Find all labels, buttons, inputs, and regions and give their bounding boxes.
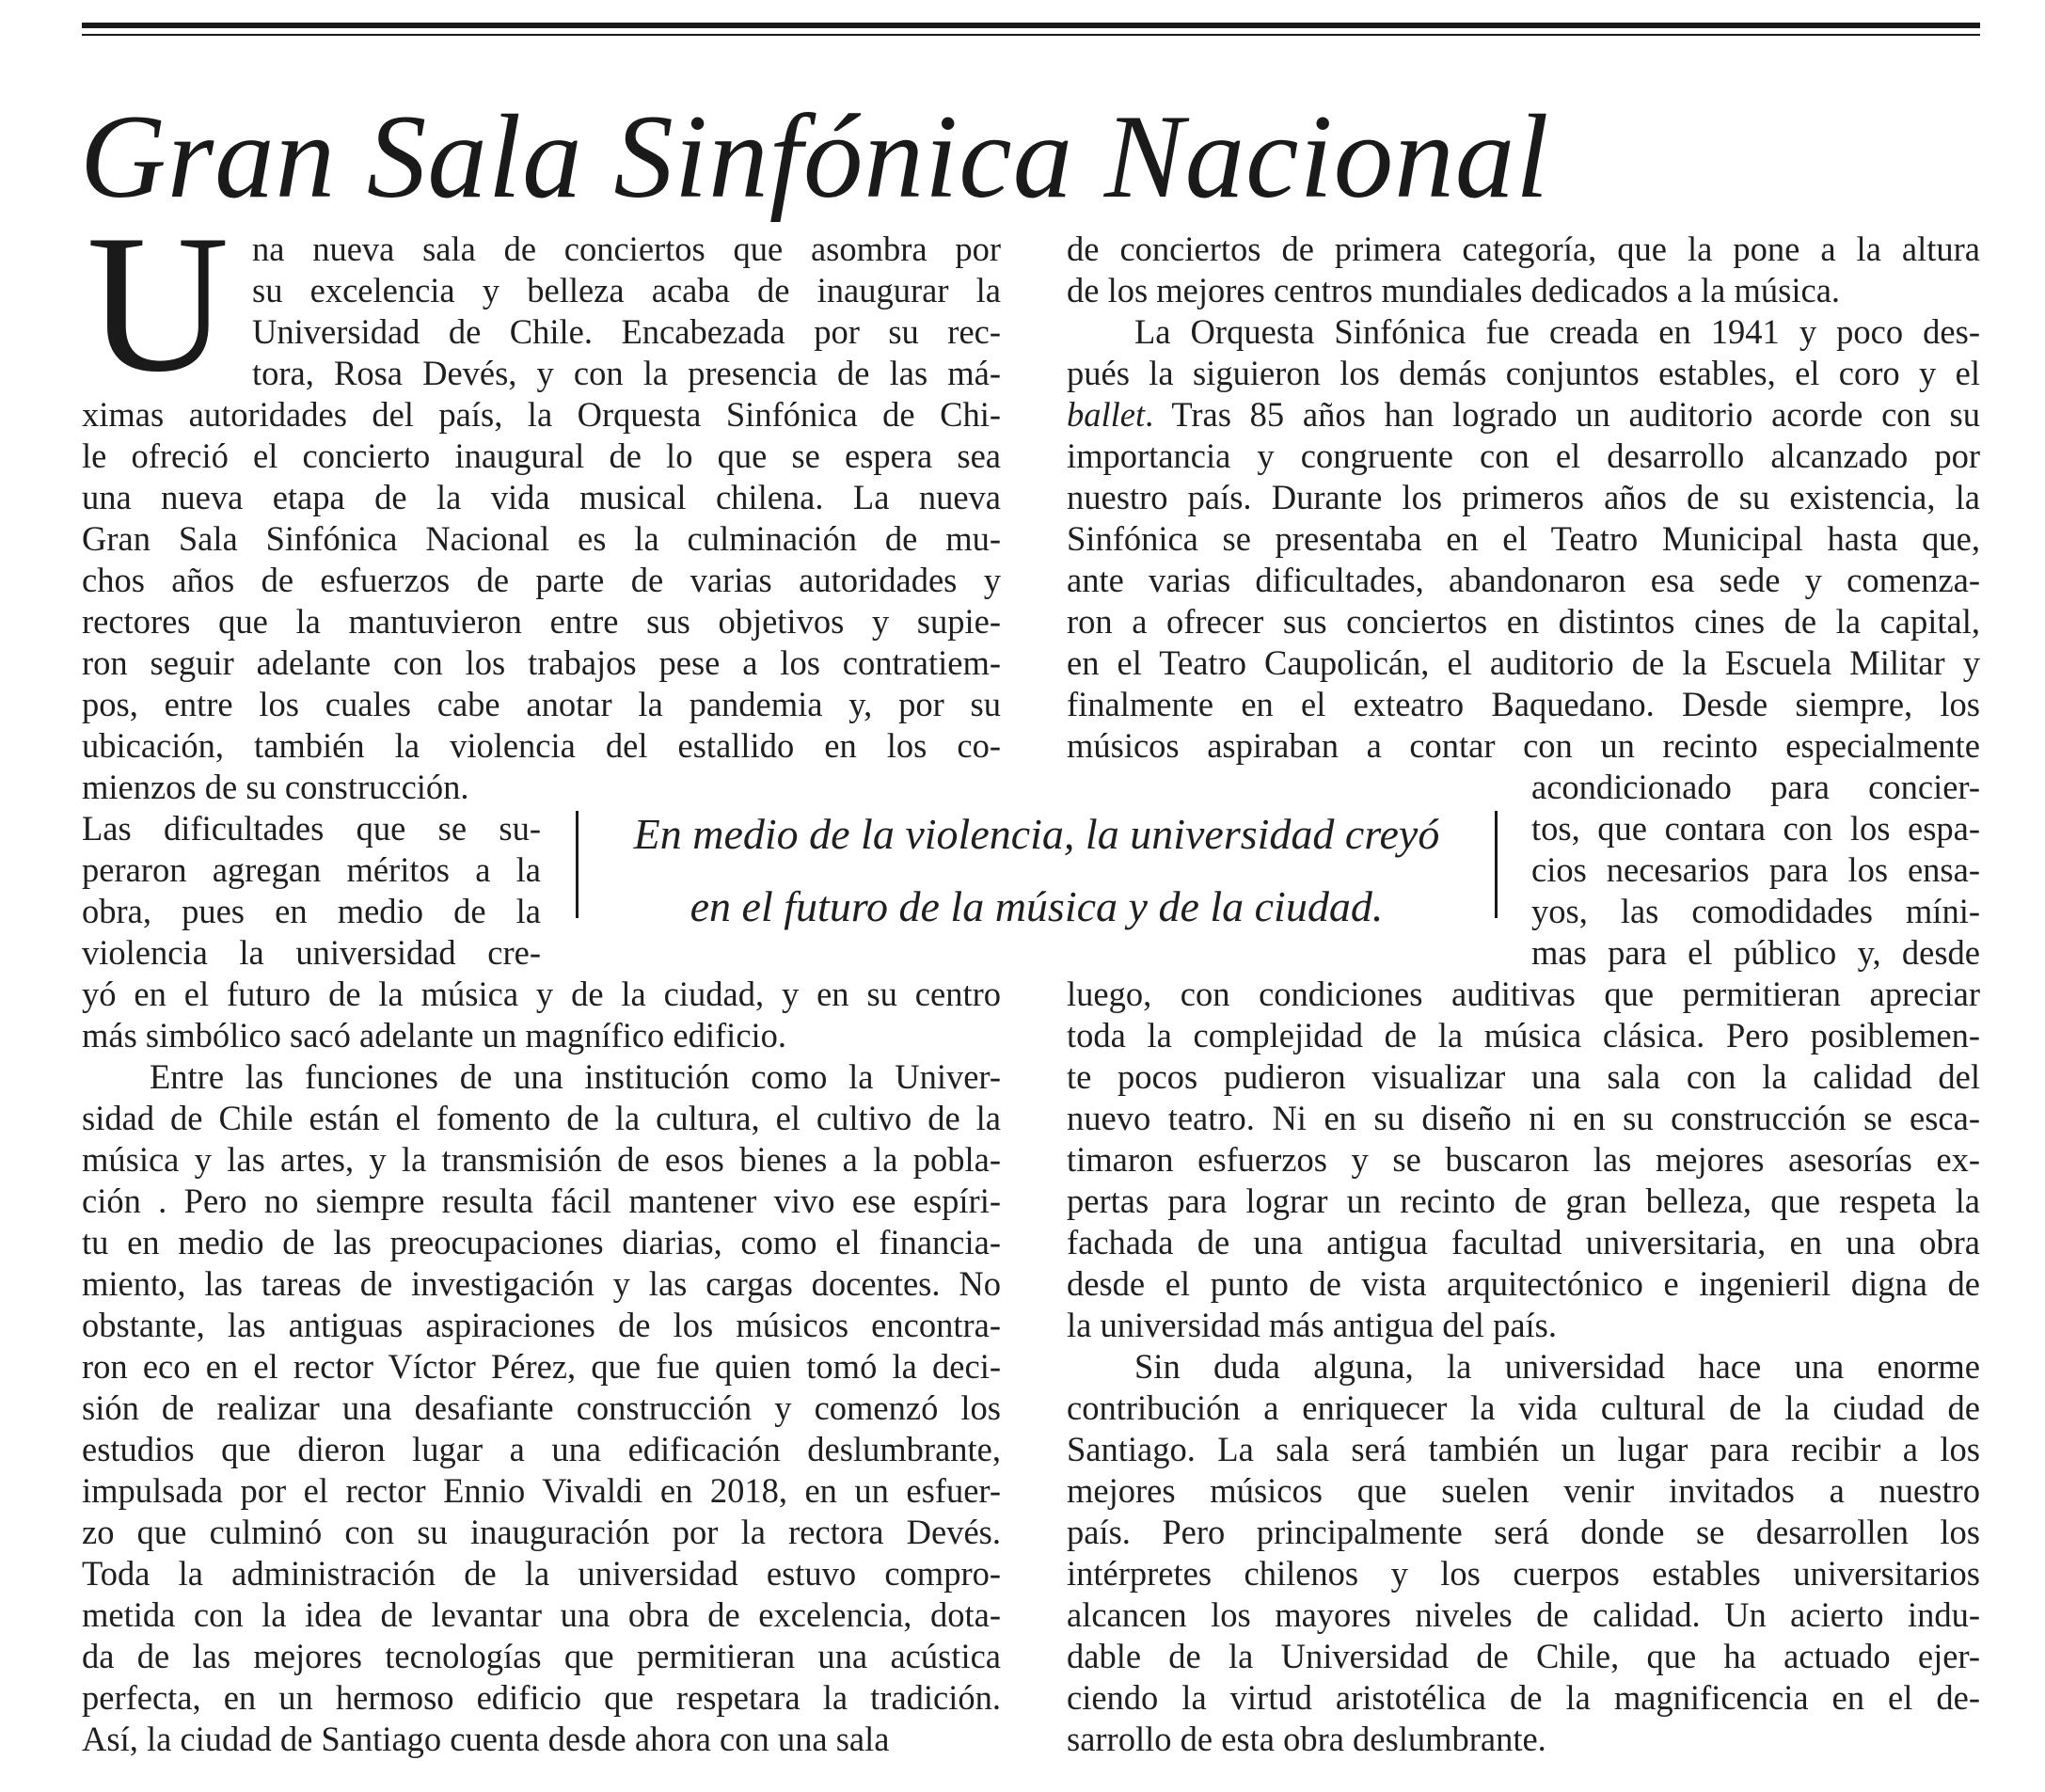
pull-quote-right-bar [1495,811,1498,918]
col1-line: metida con la idea de levantar una obra de excelencia, dota- [82,1595,1001,1634]
col1-line: le ofreció el concierto inaugural de lo que se espera sea [82,436,1001,475]
col1-line: sidad de Chile están el fomento de la cultura, el cultivo de la [82,1099,1001,1137]
col2-line: finalmente en el exteatro Baquedano. Desde siempre, los [1067,685,1980,723]
col1-line: impulsada por el rector Ennio Vivaldi en 2018, en un esfuer- [82,1471,1001,1510]
col2-line: mas para el público y, desde [1531,933,1980,972]
col2-line: dable de la Universidad de Chile, que ha actuado ejer- [1067,1637,1980,1675]
col1-line: Las dificultades que se su- [82,809,541,848]
col1-line: miento, las tareas de investigación y las cargas docentes. No [82,1264,1001,1303]
col1-line: tora, Rosa Devés, y con la presencia de las má- [252,354,1001,392]
col1-line: Universidad de Chile. Encabezada por su rec- [252,312,1001,351]
col2-line: mejores músicos que suelen venir invitados a nuestro [1067,1471,1980,1510]
col2-line: tos, que contara con los espa- [1531,809,1980,848]
col2-line: de conciertos de primera categoría, que la pone a la altura [1067,230,1980,268]
col2-line: pués la siguieron los demás conjuntos estables, el coro y el [1067,354,1980,392]
col2-line: ciendo la virtud aristotélica de la magnificencia en el de- [1067,1678,1980,1717]
col1-line: ción . Pero no siempre resulta fácil mantener vivo ese espíri- [82,1181,1001,1220]
col2-line: acondicionado para concier- [1531,768,1980,806]
col1-line: pos, entre los cuales cabe anotar la pandemia y, por su [82,685,1001,723]
col2-line: país. Pero principalmente será donde se desarrollen los [1067,1513,1980,1551]
pull-quote-line-1: En medio de la violencia, la universidad creyó [633,810,1440,858]
col2-line: alcancen los mayores niveles de calidad. Un acierto indu- [1067,1595,1980,1634]
col2-line: Sin duda alguna, la universidad hace una enorme [1134,1347,1980,1386]
top-rule-thin [82,34,1980,36]
col1-line: estudios que dieron lugar a una edificación deslumbrante, [82,1430,1001,1468]
col2-line: luego, con condiciones auditivas que permitieran apreciar [1067,975,1980,1013]
col2-line: sarrollo de esta obra deslumbrante. [1067,1720,1546,1758]
col2-line: ron a ofrecer sus conciertos en distintos cines de la capital, [1067,602,1980,641]
col1-line: ubicación, también la violencia del estallido en los co- [82,726,1001,765]
drop-cap: U [87,195,230,413]
pull-quote-line-2: en el futuro de la música y de la ciudad. [690,882,1384,930]
col1-line: yó en el futuro de la música y de la ciudad, y en su centro [82,975,1001,1013]
col1-line: perfecta, en un hermoso edificio que respetara la tradición. [82,1678,1001,1717]
col2-line: desde el punto de vista arquitectónico e ingenieril digna de [1067,1264,1980,1303]
col2-line: pertas para lograr un recinto de gran belleza, que respeta la [1067,1181,1980,1220]
col1-line: chos años de esfuerzos de parte de varias autoridades y [82,561,1001,599]
col2-line: cios necesarios para los ensa- [1531,850,1980,889]
col1-line: Toda la administración de la universidad estuvo compro- [82,1554,1001,1593]
pull-quote [576,798,1498,943]
col2-line: ballet. Tras 85 años han logrado un auditorio acorde con su [1067,395,1980,434]
col2-line: la universidad más antigua del país. [1067,1306,1557,1344]
col1-line: obstante, las antiguas aspiraciones de los músicos encontra- [82,1306,1001,1344]
col1-line: da de las mejores tecnologías que permitieran una acústica [82,1637,1001,1675]
col1-line: zo que culminó con su inauguración por la rectora Devés. [82,1513,1001,1551]
col2-line: ante varias dificultades, abandonaron esa sede y comenza- [1067,561,1980,599]
col1-line: Entre las funciones de una institución como la Univer- [150,1057,1001,1096]
col1-line: ron seguir adelante con los trabajos pese a los contratiem- [82,643,1001,682]
col2-line: fachada de una antigua facultad universitaria, en una obra [1067,1223,1980,1261]
col1-line: tu en medio de las preocupaciones diarias, como el financia- [82,1223,1001,1261]
col1-line: mienzos de su construcción. [82,768,469,806]
col2-line: yos, las comodidades míni- [1531,892,1980,930]
col2-line: Santiago. La sala será también un lugar para recibir a los [1067,1430,1980,1468]
col1-line: violencia la universidad cre- [82,933,541,972]
col1-line: na nueva sala de conciertos que asombra por [252,230,1001,268]
col1-line: rectores que la mantuvieron entre sus objetivos y supie- [82,602,1001,641]
col1-line: Gran Sala Sinfónica Nacional es la culminación de mu- [82,519,1001,558]
col2-line: Sinfónica se presentaba en el Teatro Municipal hasta que, [1067,519,1980,558]
article-title: Gran Sala Sinfónica Nacional [80,91,1550,223]
col2-line: en el Teatro Caupolicán, el auditorio de la Escuela Militar y [1067,643,1980,682]
col2-line: nuevo teatro. Ni en su diseño ni en su construcción se esca- [1067,1099,1980,1137]
top-rule-thick [82,23,1980,28]
col1-line: más simbólico sacó adelante un magnífico edificio. [82,1016,787,1055]
col2-line: La Orquesta Sinfónica fue creada en 1941 y poco des- [1134,312,1980,351]
col1-line: peraron agregan méritos a la [82,850,541,889]
col1-line: Así, la ciudad de Santiago cuenta desde ahora con una sala [82,1720,890,1758]
italic-word: ballet [1067,395,1146,434]
col2-line: músicos aspiraban a contar con un recinto especialmente [1067,726,1980,765]
col2-line: toda la complejidad de la música clásica. Pero posiblemen- [1067,1016,1980,1055]
col2-line: te pocos pudieron visualizar una sala con la calidad del [1067,1057,1980,1096]
col1-line: música y las artes, y la transmisión de esos bienes a la pobla- [82,1140,1001,1179]
col1-line: obra, pues en medio de la [82,892,541,930]
col1-line: una nueva etapa de la vida musical chilena. La nueva [82,478,1001,516]
col1-line: ron eco en el rector Víctor Pérez, que fue quien tomó la deci- [82,1347,1001,1386]
col1-line: su excelencia y belleza acaba de inaugurar la [252,271,1001,309]
col2-line: contribución a enriquecer la vida cultural de la ciudad de [1067,1388,1980,1427]
col2-line: de los mejores centros mundiales dedicados a la música. [1067,271,1841,309]
col1-line: ximas autoridades del país, la Orquesta Sinfónica de Chi- [82,395,1001,434]
col2-line: importancia y congruente con el desarrollo alcanzado por [1067,436,1980,475]
col1-line: sión de realizar una desafiante construcción y comenzó los [82,1388,1001,1427]
col2-line: nuestro país. Durante los primeros años de su existencia, la [1067,478,1980,516]
col2-line: timaron esfuerzos y se buscaron las mejores asesorías ex- [1067,1140,1980,1179]
col2-line: intérpretes chilenos y los cuerpos estables universitarios [1067,1554,1980,1593]
